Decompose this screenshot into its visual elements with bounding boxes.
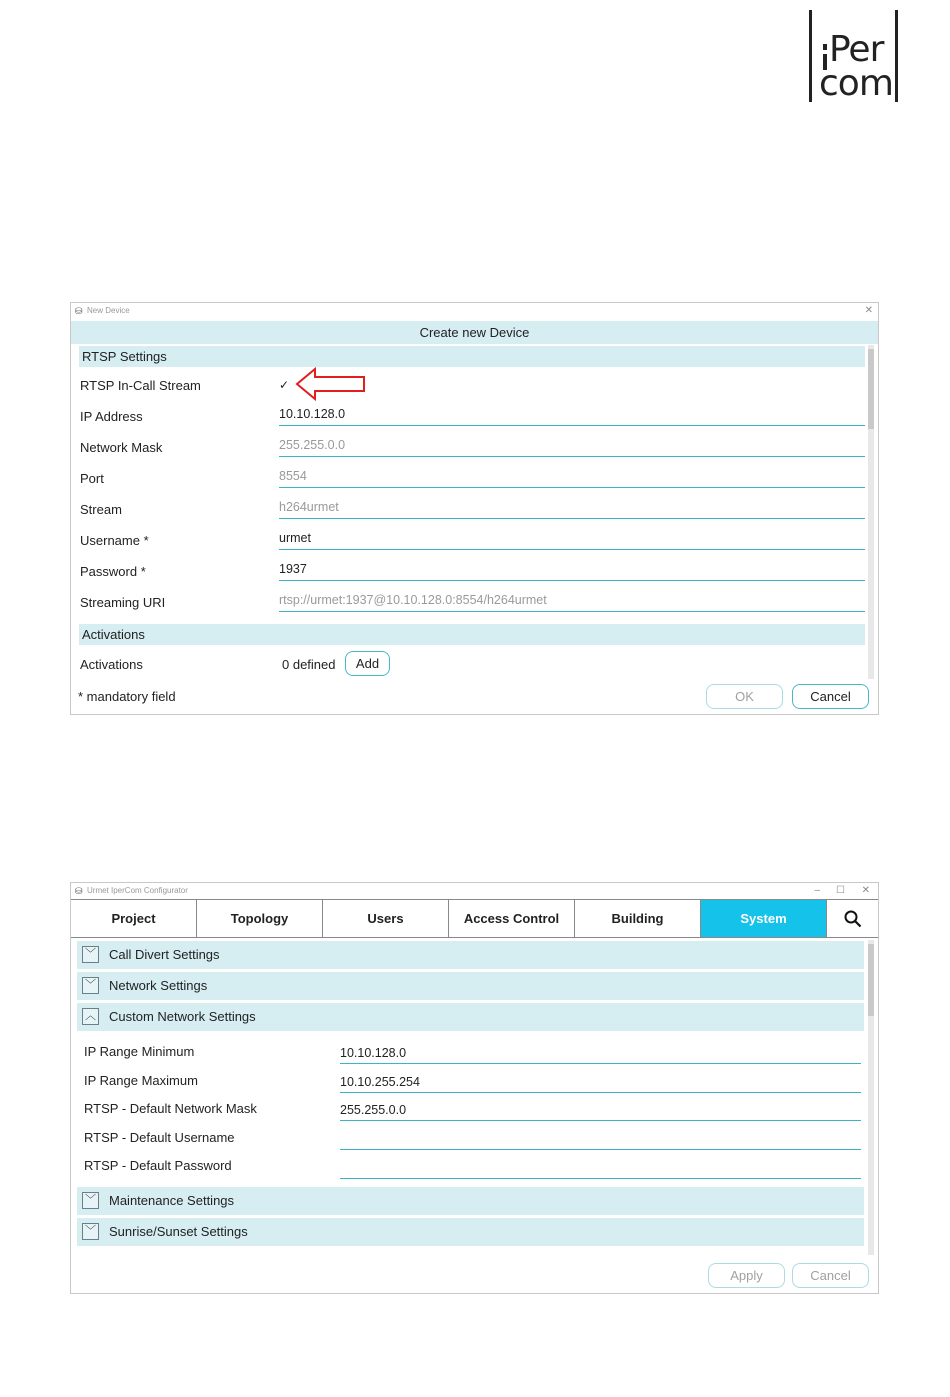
main-tabs [71, 899, 878, 938]
port-field[interactable]: 8554 [279, 466, 865, 488]
dialog-scrollbar-thumb[interactable] [868, 349, 874, 429]
search-button[interactable] [827, 900, 878, 937]
accordion-network-settings[interactable] [77, 972, 864, 1000]
new-device-dialog [70, 302, 879, 715]
logo-left-bar [809, 10, 812, 102]
network-mask-label: Network Mask [80, 440, 163, 455]
configurator-window-title: Urmet IperCom Configurator [87, 886, 188, 895]
dialog-header: Create new Device [71, 321, 878, 344]
dialog-titlebar [71, 303, 878, 319]
activations-count: 0 defined [282, 657, 336, 672]
accordion-label: Custom Network Settings [109, 1009, 256, 1024]
logo-dot [823, 44, 827, 50]
ipercom-logo [809, 10, 901, 103]
password-label: Password * [80, 564, 146, 579]
search-icon [844, 910, 862, 928]
rtsp-default-password-field[interactable] [340, 1159, 861, 1179]
add-activation-button[interactable]: Add [345, 651, 390, 676]
accordion-sunrise-sunset-settings[interactable] [77, 1218, 864, 1246]
rtsp-default-username-label: RTSP - Default Username [84, 1130, 235, 1145]
ok-button[interactable]: OK [706, 684, 783, 709]
streaming-uri-field: rtsp://urmet:1937@10.10.128.0:8554/h264urmet [279, 590, 865, 612]
accordion-label: Call Divert Settings [109, 947, 220, 962]
app-icon: ⛁ [75, 886, 83, 896]
port-label: Port [80, 471, 104, 486]
ip-address-label: IP Address [80, 409, 143, 424]
ip-address-field[interactable]: 10.10.128.0 [279, 404, 865, 426]
username-field[interactable]: urmet [279, 528, 865, 550]
configurator-scrollbar-thumb[interactable] [868, 944, 874, 1016]
logo-right-bar [895, 10, 898, 102]
maximize-icon[interactable]: ☐ [836, 885, 845, 896]
chevron-down-icon[interactable]: ﹀ [82, 946, 99, 963]
chevron-down-icon[interactable]: ﹀ [82, 977, 99, 994]
cancel-button[interactable]: Cancel [792, 684, 869, 709]
tab-building-automation[interactable]: Building [575, 900, 701, 937]
rtsp-default-network-mask-label: RTSP - Default Network Mask [84, 1101, 257, 1116]
network-mask-field[interactable]: 255.255.0.0 [279, 435, 865, 457]
tab-system[interactable]: System [701, 900, 827, 937]
mandatory-field-note: * mandatory field [78, 689, 176, 704]
tab-project[interactable]: Project [71, 900, 197, 937]
ip-range-maximum-label: IP Range Maximum [84, 1073, 198, 1088]
tab-access-control[interactable]: Access Control [449, 900, 575, 937]
rtsp-in-call-stream-checkbox[interactable]: ✓ [279, 378, 290, 392]
dialog-scrollbar[interactable] [868, 345, 874, 679]
activations-label: Activations [80, 657, 143, 672]
logo-text-line1: Per [829, 29, 884, 70]
rtsp-default-username-field[interactable] [340, 1130, 861, 1150]
rtsp-default-network-mask-field[interactable]: 255.255.0.0 [340, 1101, 861, 1121]
rtsp-default-password-label: RTSP - Default Password [84, 1158, 232, 1173]
logo-text-line2: com [819, 63, 893, 104]
app-icon: ⛁ [75, 306, 83, 316]
stream-label: Stream [80, 502, 122, 517]
minimize-icon[interactable]: – [814, 885, 820, 896]
accordion-call-divert-settings[interactable] [77, 941, 864, 969]
configurator-titlebar [71, 883, 878, 899]
accordion-maintenance-settings[interactable] [77, 1187, 864, 1215]
dialog-window-title: New Device [87, 306, 130, 315]
chevron-down-icon[interactable]: ﹀ [82, 1192, 99, 1209]
cancel-button[interactable]: Cancel [792, 1263, 869, 1288]
tab-users[interactable]: Users [323, 900, 449, 937]
close-icon[interactable]: ✕ [861, 885, 870, 896]
chevron-up-icon[interactable]: ︿ [82, 1008, 99, 1025]
password-field[interactable]: 1937 [279, 559, 865, 581]
accordion-label: Sunrise/Sunset Settings [109, 1224, 248, 1239]
chevron-down-icon[interactable]: ﹀ [82, 1223, 99, 1240]
tab-topology[interactable]: Topology [197, 900, 323, 937]
username-label: Username * [80, 533, 149, 548]
apply-button[interactable]: Apply [708, 1263, 785, 1288]
accordion-label: Network Settings [109, 978, 208, 993]
stream-field[interactable]: h264urmet [279, 497, 865, 519]
rtsp-in-call-stream-label: RTSP In-Call Stream [80, 378, 201, 393]
section-activations: Activations [79, 624, 865, 645]
streaming-uri-label: Streaming URI [80, 595, 166, 610]
close-icon[interactable]: ✕ [864, 305, 873, 316]
ip-range-minimum-field[interactable]: 10.10.128.0 [340, 1044, 861, 1064]
ip-range-minimum-label: IP Range Minimum [84, 1044, 195, 1059]
annotation-arrow-icon [295, 367, 367, 401]
accordion-custom-network-settings[interactable] [77, 1003, 864, 1031]
section-rtsp-settings: RTSP Settings [79, 346, 865, 367]
ip-range-maximum-field[interactable]: 10.10.255.254 [340, 1073, 861, 1093]
configurator-window [70, 882, 879, 1294]
configurator-scrollbar[interactable] [868, 940, 874, 1255]
accordion-label: Maintenance Settings [109, 1193, 235, 1208]
